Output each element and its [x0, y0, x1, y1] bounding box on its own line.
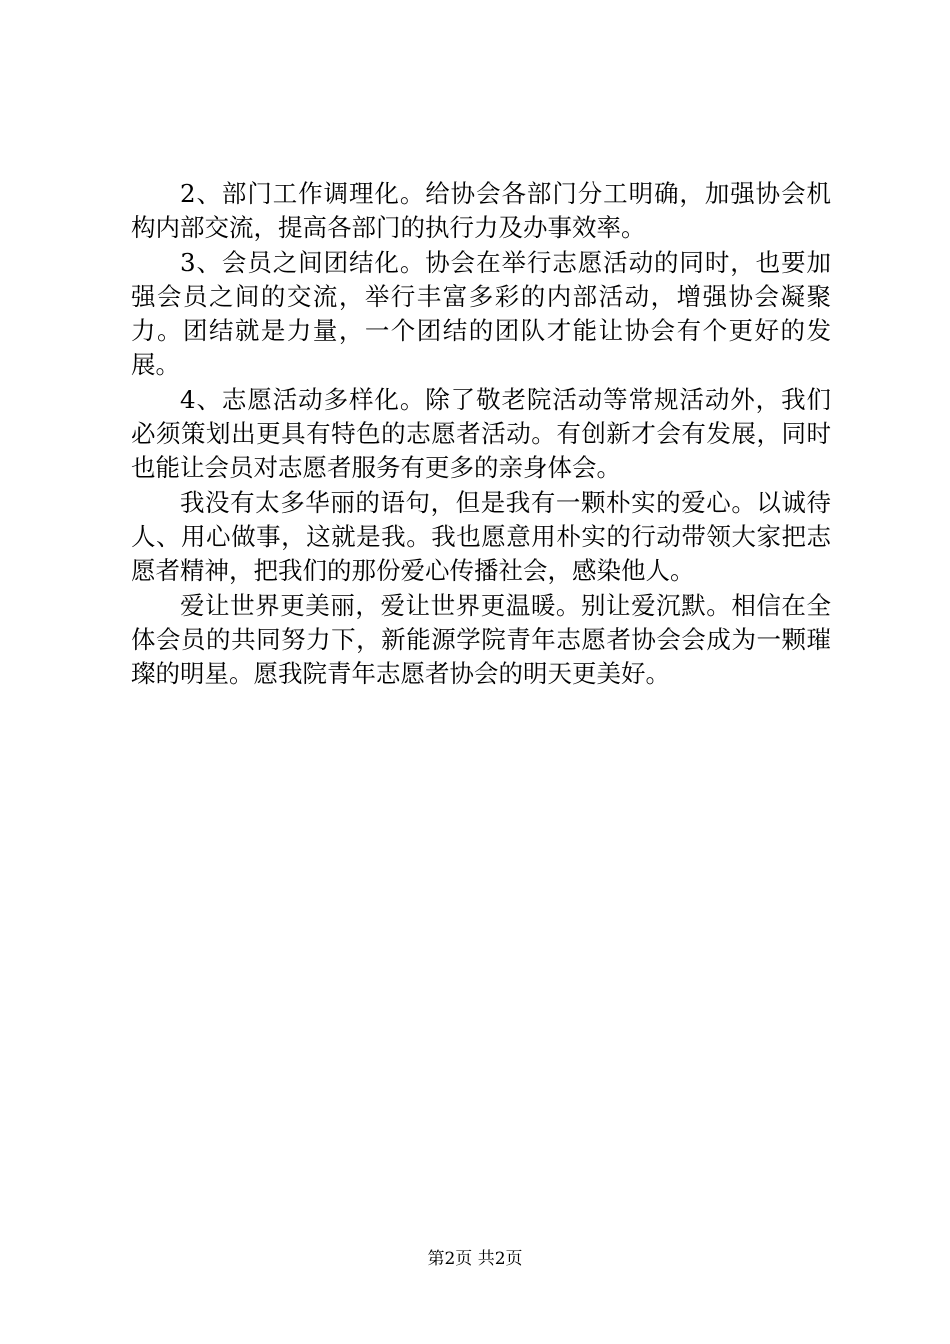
document-body [131, 177, 831, 691]
paragraph-closing: 爱让世界更美丽，爱让世界更温暖。别让爱沉默。相信在全体会员的共同努力下，新能源学院青年志愿者协会会成为一颗璀璨的明星。愿我院青年志愿者协会的明天更美好。 [131, 590, 831, 689]
paragraph-personal-statement: 我没有太多华丽的语句，但是我有一颗朴实的爱心。以诚待人、用心做事，这就是我。我也愿意用朴实的行动带领大家把志愿者精神，把我们的那份爱心传播社会，感染他人。 [131, 487, 831, 586]
paragraph-item-3: 3、会员之间团结化。协会在举行志愿活动的同时，也要加强会员之间的交流，举行丰富多彩的内部活动，增强协会凝聚力。团结就是力量，一个团结的团队才能让协会有个更好的发展。 [131, 247, 831, 380]
paragraph-item-2: 2、部门工作调理化。给协会各部门分工明确，加强协会机构内部交流，提高各部门的执行力及办事效率。 [131, 179, 831, 243]
paragraph-item-4: 4、志愿活动多样化。除了敬老院活动等常规活动外，我们必须策划出更具有特色的志愿者活动。有创新才会有发展，同时也能让会员对志愿者服务有更多的亲身体会。 [131, 384, 831, 483]
page-footer: 第2页 共2页 [427, 1249, 523, 1269]
